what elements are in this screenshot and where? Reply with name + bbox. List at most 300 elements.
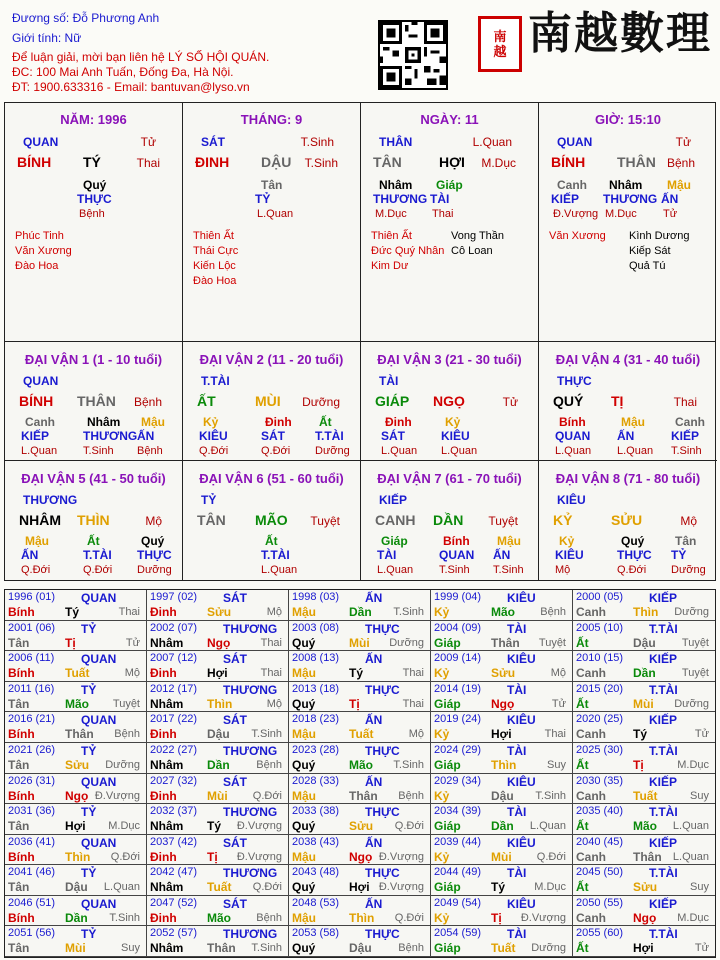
year-branch: Tuất xyxy=(65,666,90,681)
year-god: KIẾP xyxy=(649,652,678,667)
luck-hidden-stem: Kỷ xyxy=(559,534,575,548)
year-god: TÀI xyxy=(507,621,527,636)
year-god: THỰC xyxy=(365,743,400,758)
year-stage: Đ.Vượng xyxy=(378,850,424,863)
year-stage: T.Sinh xyxy=(109,911,140,924)
luck-hidden-stem: Ất xyxy=(319,415,332,429)
year-stem: Mậu xyxy=(292,849,316,864)
year-cell xyxy=(431,590,573,621)
luck-hidden-stage: T.Sinh xyxy=(493,564,524,576)
luck-cycles-grid xyxy=(4,341,716,581)
luck-hidden-stem: Mậu xyxy=(25,534,49,548)
year-god: THỰC xyxy=(365,805,400,820)
luck-hidden-stage: Q.Đới xyxy=(261,445,291,457)
luck-cycle-cell xyxy=(539,461,717,580)
year-label: 2012 (17) xyxy=(150,682,198,695)
pillar-cell xyxy=(539,103,717,341)
year-stem: Đinh xyxy=(150,849,177,864)
year-label: 2025 (30) xyxy=(576,743,624,756)
pillar-title: GIỜ: 15:10 xyxy=(594,112,661,127)
luck-cycle-stem: BÍNH xyxy=(19,393,54,409)
luck-cycle-title: ĐẠI VẬN 7 (61 - 70 tuổi) xyxy=(377,471,522,486)
luck-cycle-stem: ẤT xyxy=(197,393,216,409)
year-god: THƯƠNG xyxy=(223,866,278,881)
year-stem: Quý xyxy=(292,757,316,772)
year-stem: Canh xyxy=(576,605,606,619)
year-cell xyxy=(5,774,147,805)
year-god: KIẾP xyxy=(649,896,678,911)
year-god: KIẾP xyxy=(649,835,678,850)
year-stem: Quý xyxy=(292,635,316,650)
year-label: 2013 (18) xyxy=(292,682,340,695)
luck-cycle-stem: TÂN xyxy=(197,512,226,528)
year-stage: Bệnh xyxy=(398,789,424,802)
year-stage: Suy xyxy=(121,942,140,955)
year-branch: Thìn xyxy=(349,910,375,925)
year-god: QUAN xyxy=(81,652,117,667)
year-cell xyxy=(5,835,147,866)
hidden-stem-stage: Đ.Vượng xyxy=(553,208,599,220)
year-stage: L.Quan xyxy=(672,820,709,833)
year-god: KIẾP xyxy=(649,774,678,789)
luck-cycle-cell xyxy=(539,342,717,461)
year-label: 2047 (52) xyxy=(150,896,198,909)
year-stage: T.Sinh xyxy=(393,758,424,771)
luck-cycle-branch: THÌN xyxy=(77,512,110,528)
luck-cycle-branch: THÂN xyxy=(77,393,116,409)
year-cell xyxy=(5,865,147,896)
year-branch: Tị xyxy=(491,910,502,925)
luck-cycle-branch: SỬU xyxy=(611,512,643,528)
contact-invite: Để luận giải, mời bạn liên hệ LÝ SỐ HỘI QUÁN. xyxy=(12,50,270,64)
year-cell xyxy=(5,651,147,682)
hidden-stem-stage: M.Dục xyxy=(375,208,407,220)
year-stage: Tuyệt xyxy=(538,636,566,649)
luck-cycle-cell xyxy=(183,461,361,580)
luck-cycle-god: KIẾP xyxy=(379,493,408,507)
year-label: 2020 (25) xyxy=(576,713,624,726)
luck-cycle-stage: Thai xyxy=(673,395,697,409)
year-stage: L.Quan xyxy=(672,850,709,863)
luck-cycle-branch: DẦN xyxy=(433,512,464,528)
luck-hidden-god: KIÊU xyxy=(441,429,470,443)
year-label: 2053 (58) xyxy=(292,927,340,940)
year-god: KIÊU xyxy=(507,713,536,728)
year-stem: Kỷ xyxy=(434,849,450,864)
luck-hidden-god: THỰC xyxy=(137,548,172,562)
year-god: KIÊU xyxy=(507,591,536,605)
pillar-stage: M.Dục xyxy=(481,156,516,170)
luck-hidden-god: KIÊU xyxy=(555,548,584,562)
year-stage: Tuyệt xyxy=(112,697,140,710)
pillar-god: QUAN xyxy=(23,135,59,149)
luck-hidden-god: KIÊU xyxy=(199,429,228,443)
luck-cycle-title: ĐẠI VẬN 5 (41 - 50 tuổi) xyxy=(21,471,166,486)
year-god: THỰC xyxy=(365,682,400,697)
year-label: 2045 (50) xyxy=(576,866,624,879)
year-stem: Bính xyxy=(8,666,35,681)
year-branch: Dậu xyxy=(633,635,656,650)
year-god: TỶ xyxy=(81,621,97,636)
luck-hidden-stem: Bính xyxy=(559,415,586,429)
year-stage: Tử xyxy=(694,942,709,955)
luck-cycle-stage: Mộ xyxy=(680,514,697,528)
luck-hidden-stage: Q.Đới xyxy=(199,445,229,457)
star-left: Thiên Ất xyxy=(193,230,234,242)
pillar-stem: BÍNH xyxy=(551,154,586,170)
year-stem: Canh xyxy=(576,727,606,742)
luck-cycle-title: ĐẠI VẬN 8 (71 - 80 tuổi) xyxy=(555,471,701,486)
luck-hidden-stem: Mậu xyxy=(621,415,645,429)
pillar-branch: TÝ xyxy=(83,154,101,170)
pillar-stage-top: Tử xyxy=(675,135,691,149)
hidden-stem-god: THỰC xyxy=(77,192,112,206)
year-branch: Thìn xyxy=(65,849,91,864)
year-god: T.TÀI xyxy=(649,805,678,820)
pillar-branch: HỢI xyxy=(439,154,465,170)
star-left: Kiến Lộc xyxy=(193,260,236,272)
year-stem: Tân xyxy=(8,757,30,772)
star-right: Vong Thần xyxy=(451,230,505,242)
luck-cycle-stem: QUÝ xyxy=(553,393,584,409)
year-branch: Tị xyxy=(65,635,76,650)
luck-hidden-stem: Quý xyxy=(141,534,165,548)
year-label: 2010 (15) xyxy=(576,652,624,665)
year-branch: Dậu xyxy=(491,788,514,803)
red-seal-stamp xyxy=(478,16,522,72)
star-left: Thái Cực xyxy=(193,245,239,257)
year-branch: Tuất xyxy=(207,880,232,895)
luck-hidden-stem: Mậu xyxy=(497,534,521,548)
year-label: 2039 (44) xyxy=(434,835,482,848)
address: ĐC: 100 Mai Anh Tuấn, Đống Đa, Hà Nội. xyxy=(12,65,234,79)
pillar-title: THÁNG: 9 xyxy=(240,112,303,127)
luck-hidden-stem: Giáp xyxy=(381,534,408,548)
seal-char-2: 越 xyxy=(493,44,507,59)
luck-cycle-cell xyxy=(5,342,183,461)
pillar-stem: TÂN xyxy=(373,154,402,170)
year-label: 2015 (20) xyxy=(576,682,624,695)
year-label: 2022 (27) xyxy=(150,743,198,756)
year-cell xyxy=(147,835,289,866)
year-stage: Dưỡng xyxy=(674,697,709,710)
year-god: TÀI xyxy=(507,927,527,942)
year-god: ẤN xyxy=(365,896,383,911)
luck-cycle-title: ĐẠI VẬN 2 (11 - 20 tuổi) xyxy=(199,352,344,367)
luck-cycle-branch: TỊ xyxy=(611,393,624,409)
luck-cycle-god: KIÊU xyxy=(557,493,586,507)
year-stem: Giáp xyxy=(434,941,461,956)
year-cell xyxy=(573,926,715,957)
year-stem: Đinh xyxy=(150,666,177,681)
year-cell xyxy=(147,774,289,805)
pillar-title: NĂM: 1996 xyxy=(60,112,127,127)
hidden-stem: Nhâm xyxy=(609,178,643,192)
luck-hidden-stage: L.Quan xyxy=(617,445,654,457)
hidden-stem-stage: Bệnh xyxy=(79,208,105,220)
year-branch: Dậu xyxy=(207,727,230,742)
year-stem: Nhâm xyxy=(150,757,184,772)
year-stage: Q.Đới xyxy=(252,789,282,802)
luck-hidden-stage: T.Sinh xyxy=(83,445,114,457)
year-god: SÁT xyxy=(223,835,247,850)
year-cell xyxy=(5,743,147,774)
year-branch: Tý xyxy=(349,666,364,681)
star-left: Đào Hoa xyxy=(15,260,59,272)
luck-cycle-god: THƯƠNG xyxy=(23,493,78,507)
luck-hidden-stage: L.Quan xyxy=(377,564,414,576)
year-stem: Đinh xyxy=(150,727,177,742)
year-branch: Mùi xyxy=(65,941,86,956)
year-god: SÁT xyxy=(223,774,247,789)
year-cell xyxy=(431,926,573,957)
year-branch: Mùi xyxy=(349,635,370,650)
year-stage: M.Dục xyxy=(534,881,566,894)
year-stem: Tân xyxy=(8,696,30,711)
year-cell xyxy=(573,774,715,805)
year-god: ẤN xyxy=(365,774,383,789)
luck-cycle-stem: KỶ xyxy=(553,512,573,528)
year-cell xyxy=(147,682,289,713)
hidden-stem: Mậu xyxy=(667,178,691,192)
year-god: TỶ xyxy=(81,682,97,697)
year-cell xyxy=(289,804,431,835)
hidden-stem-god: TÀI xyxy=(430,192,450,206)
year-label: 1999 (04) xyxy=(434,591,482,603)
pillar-cell xyxy=(361,103,539,341)
year-label: 2046 (51) xyxy=(8,896,56,909)
year-stem: Mậu xyxy=(292,788,316,803)
year-stage: Bệnh xyxy=(256,758,282,771)
luck-hidden-stage: Q.Đới xyxy=(83,564,113,576)
luck-cycle-god: TÀI xyxy=(379,374,399,388)
year-stem: Ất xyxy=(576,635,589,650)
year-stem: Đinh xyxy=(150,910,177,925)
year-label: 2042 (47) xyxy=(150,866,198,879)
year-label: 2003 (08) xyxy=(292,621,340,634)
year-branch: Tị xyxy=(349,696,360,711)
year-stage: Q.Đới xyxy=(252,881,282,894)
year-cell xyxy=(289,651,431,682)
year-stem: Quý xyxy=(292,880,316,895)
year-stem: Bính xyxy=(8,605,35,619)
year-label: 2016 (21) xyxy=(8,713,56,726)
year-stage: T.Sinh xyxy=(535,789,566,802)
year-stem: Mậu xyxy=(292,605,316,619)
year-branch: Thân xyxy=(349,788,378,803)
year-cell xyxy=(147,651,289,682)
year-label: 2030 (35) xyxy=(576,774,624,787)
pillar-god: SÁT xyxy=(201,135,225,149)
year-cell xyxy=(289,621,431,652)
qr-code-icon[interactable] xyxy=(378,20,448,90)
year-label: 2005 (10) xyxy=(576,621,624,634)
luck-hidden-god: QUAN xyxy=(555,429,591,443)
year-stem: Mậu xyxy=(292,727,316,742)
year-stage: M.Dục xyxy=(677,758,709,771)
pillar-branch: DẬU xyxy=(261,154,292,170)
year-stem: Nhâm xyxy=(150,696,184,711)
year-branch: Tý xyxy=(65,605,80,619)
year-label: 2021 (26) xyxy=(8,743,56,756)
year-stem: Mậu xyxy=(292,910,316,925)
year-stem: Canh xyxy=(576,849,606,864)
luck-cycle-branch: MÙI xyxy=(255,393,281,409)
year-god: KIÊU xyxy=(507,774,536,789)
year-label: 2028 (33) xyxy=(292,774,340,787)
year-cell xyxy=(5,804,147,835)
year-branch: Sửu xyxy=(349,819,374,834)
year-stage: T.Sinh xyxy=(251,728,282,741)
year-stem: Giáp xyxy=(434,819,461,834)
luck-hidden-god: QUAN xyxy=(439,548,475,562)
year-cell xyxy=(5,926,147,957)
year-stem: Kỷ xyxy=(434,910,450,925)
luck-cycle-stem: NHÂM xyxy=(19,512,61,528)
star-right: Cô Loan xyxy=(451,245,493,257)
pillar-stage-top: T.Sinh xyxy=(300,135,334,149)
luck-hidden-stage: Bệnh xyxy=(137,445,163,457)
year-cell xyxy=(289,926,431,957)
year-stage: Đ.Vượng xyxy=(236,820,282,833)
year-stem: Đinh xyxy=(150,788,177,803)
year-branch: Sửu xyxy=(207,605,232,619)
pillar-stage: Bệnh xyxy=(666,156,695,170)
year-cell xyxy=(147,926,289,957)
year-god: TỶ xyxy=(81,866,97,881)
year-god: TỶ xyxy=(81,805,97,820)
year-branch: Dần xyxy=(207,757,230,772)
year-label: 2038 (43) xyxy=(292,835,340,848)
year-label: 2032 (37) xyxy=(150,805,198,818)
year-god: QUAN xyxy=(81,835,117,850)
year-cell xyxy=(431,743,573,774)
year-label: 2000 (05) xyxy=(576,591,624,603)
year-god: KIẾP xyxy=(649,591,678,605)
hidden-stem-stage: L.Quan xyxy=(257,208,294,220)
year-cell xyxy=(147,804,289,835)
year-god: QUAN xyxy=(81,774,117,789)
year-god: T.TÀI xyxy=(649,621,678,636)
year-cell xyxy=(289,774,431,805)
year-stem: Bính xyxy=(8,910,35,925)
year-stem: Tân xyxy=(8,880,30,895)
year-branch: Mão xyxy=(491,605,515,619)
hidden-stem-stage: Tử xyxy=(663,208,678,220)
year-label: 2054 (59) xyxy=(434,927,482,940)
year-label: 2036 (41) xyxy=(8,835,56,848)
hidden-stem-god: THƯƠNG xyxy=(373,192,428,206)
hidden-stem-god: KIẾP xyxy=(551,192,580,206)
year-branch: Ngọ xyxy=(349,849,373,864)
year-branch: Mùi xyxy=(633,696,654,711)
year-stage: Thai xyxy=(260,636,282,649)
year-branch: Mão xyxy=(633,819,657,834)
year-branch: Sửu xyxy=(633,880,658,895)
star-left: Văn Xương xyxy=(15,245,72,257)
year-branch: Tý xyxy=(491,880,506,895)
year-cell xyxy=(289,712,431,743)
luck-hidden-stem: Kỷ xyxy=(203,415,219,429)
year-god: T.TÀI xyxy=(649,927,678,942)
year-god: THỰC xyxy=(365,927,400,942)
year-label: 2050 (55) xyxy=(576,896,624,909)
year-stem: Ất xyxy=(576,819,589,834)
year-god: ẤN xyxy=(365,591,383,605)
year-stage: Suy xyxy=(690,789,709,802)
year-label: 2027 (32) xyxy=(150,774,198,787)
year-stage: Tử xyxy=(551,697,566,710)
luck-hidden-stage: T.Sinh xyxy=(439,564,470,576)
year-label: 2007 (12) xyxy=(150,652,198,665)
year-stem: Ất xyxy=(576,757,589,772)
hidden-stem-god: TỶ xyxy=(255,192,271,206)
year-stem: Bính xyxy=(8,727,35,742)
year-label: 1997 (02) xyxy=(150,591,198,603)
year-branch: Thìn xyxy=(491,757,517,772)
pillar-god: THÂN xyxy=(379,135,413,149)
year-branch: Tuất xyxy=(491,941,516,956)
year-label: 2002 (07) xyxy=(150,621,198,634)
year-stage: L.Quan xyxy=(103,881,140,894)
year-cell xyxy=(147,865,289,896)
year-stage: Đ.Vượng xyxy=(520,911,566,924)
year-god: KIÊU xyxy=(507,835,536,850)
luck-cycle-stage: Dưỡng xyxy=(302,395,340,409)
luck-hidden-stem: Nhâm xyxy=(87,415,121,429)
luck-cycle-god: TỶ xyxy=(201,493,217,507)
luck-hidden-god: T.TÀI xyxy=(315,429,344,443)
year-branch: Hợi xyxy=(65,819,86,834)
hidden-stem-god: THƯƠNG xyxy=(603,192,658,206)
pillar-stage-top: L.Quan xyxy=(472,135,512,149)
year-label: 2041 (46) xyxy=(8,866,56,879)
year-god: KIẾP xyxy=(649,713,678,728)
pillar-stage: T.Sinh xyxy=(304,156,338,170)
year-branch: Thân xyxy=(491,635,520,650)
year-label: 2044 (49) xyxy=(434,866,482,879)
year-cell xyxy=(431,896,573,927)
year-label: 2048 (53) xyxy=(292,896,340,909)
year-branch: Mão xyxy=(349,757,373,772)
luck-hidden-stem: Đinh xyxy=(385,415,412,429)
luck-hidden-stage: Dưỡng xyxy=(137,564,172,576)
year-stem: Nhâm xyxy=(150,880,184,895)
year-stage: Mộ xyxy=(266,697,282,710)
year-label: 2004 (09) xyxy=(434,621,482,634)
luck-hidden-stem: Bính xyxy=(443,534,470,548)
year-stem: Bính xyxy=(8,788,35,803)
year-cell xyxy=(147,712,289,743)
luck-hidden-god: SÁT xyxy=(381,429,405,443)
phone-email: ĐT: 1900.633316 - Email: bantuvan@lyso.vn xyxy=(12,80,250,94)
year-stem: Tân xyxy=(8,941,30,956)
person-name: Đương số: Đỗ Phương Anh xyxy=(12,11,160,25)
year-god: THƯƠNG xyxy=(223,682,278,697)
year-stage: Q.Đới xyxy=(394,911,424,924)
year-god: THƯƠNG xyxy=(223,927,278,942)
year-cell xyxy=(5,621,147,652)
luck-hidden-god: THƯƠNG xyxy=(83,429,138,443)
year-god: SÁT xyxy=(223,652,247,667)
year-branch: Ngọ xyxy=(491,696,515,711)
year-stage: M.Dục xyxy=(108,820,140,833)
year-stage: Mộ xyxy=(124,667,140,680)
luck-hidden-stem: Quý xyxy=(621,534,645,548)
year-cell xyxy=(289,590,431,621)
year-label: 2006 (11) xyxy=(8,652,55,665)
luck-cycle-cell xyxy=(361,461,539,580)
